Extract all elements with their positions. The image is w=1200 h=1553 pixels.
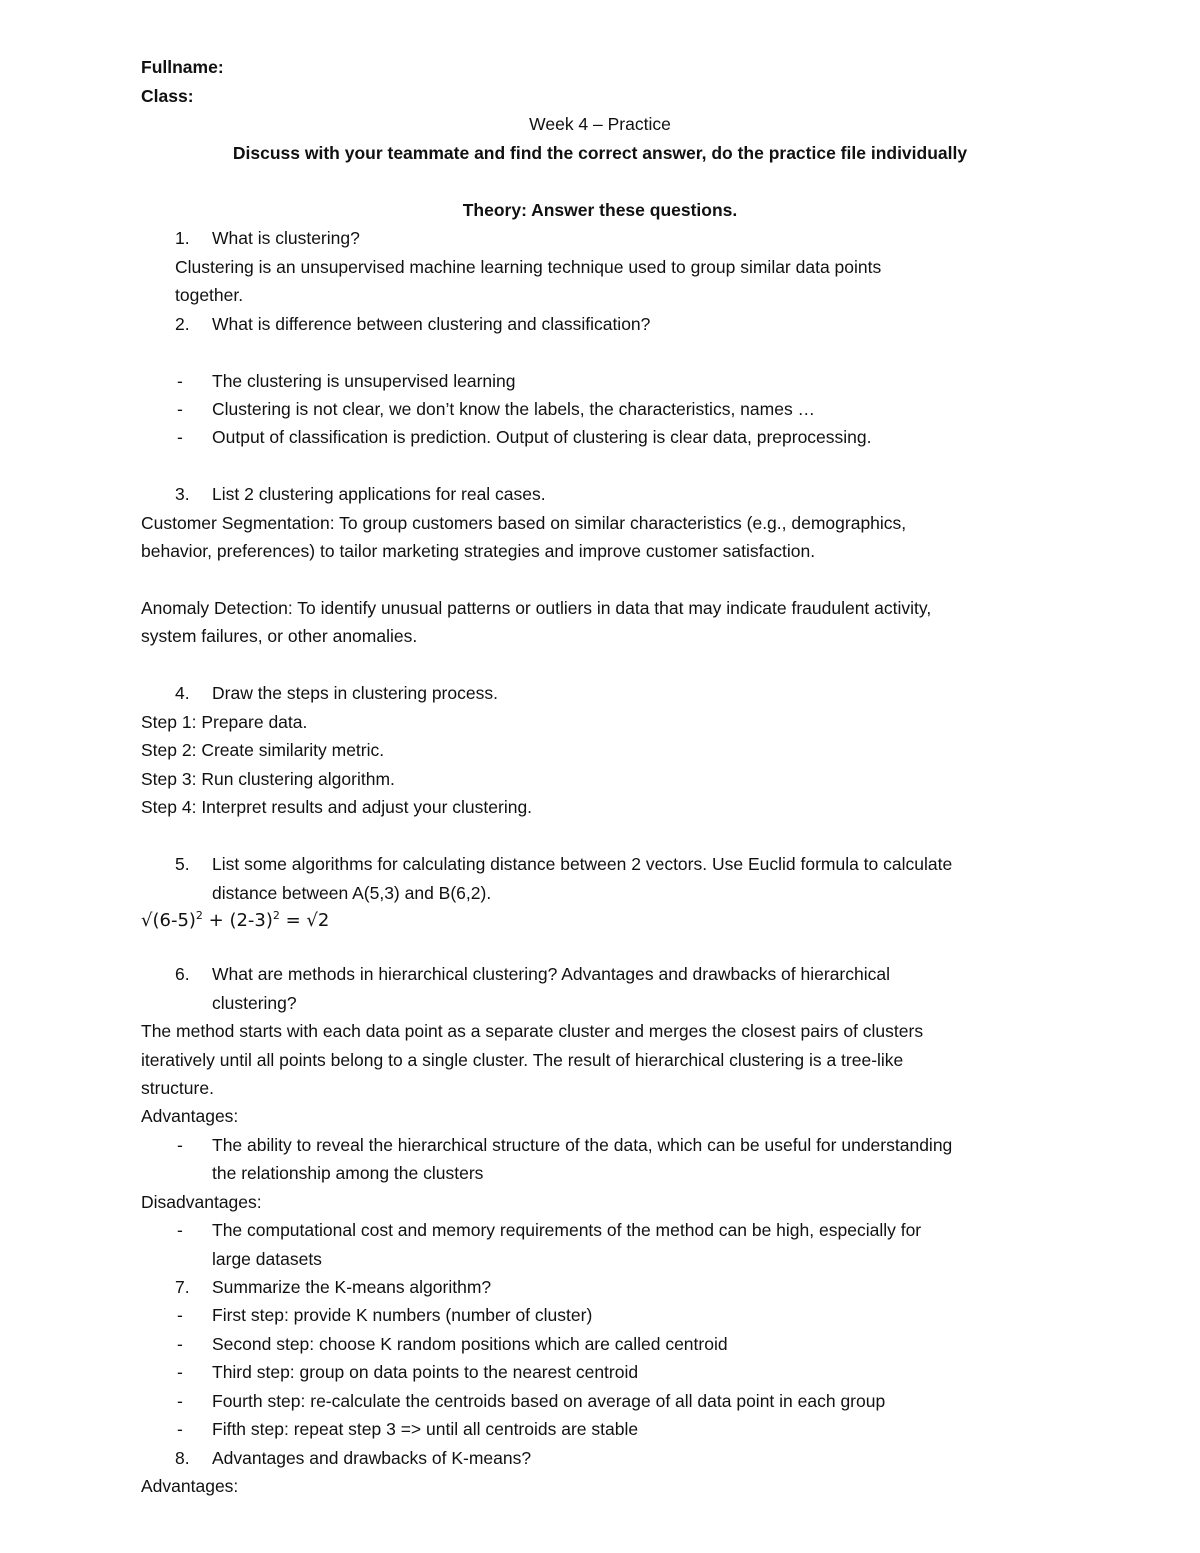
q4-step: Step 2: Create similarity metric. [141, 740, 385, 760]
q6-number: 6. [175, 964, 190, 984]
q7-step: Fourth step: re-calculate the centroids based on average of all data point in each group [212, 1391, 886, 1411]
q4-step: Step 3: Run clustering algorithm. [141, 769, 395, 789]
bullet-dash: - [177, 1135, 183, 1155]
q5-question-cont: distance between A(5,3) and B(6,2). [212, 883, 492, 903]
q6-question: What are methods in hierarchical clustering? Advantages and drawbacks of hierarchical [212, 964, 890, 984]
q6-disadvantage: The computational cost and memory requirements of the method can be high, especially for [212, 1220, 922, 1240]
q3-application-1: Customer Segmentation: To group customers based on similar characteristics (e.g., demographics, [141, 513, 907, 533]
q2-bullet: Clustering is not clear, we don’t know the labels, the characteristics, names … [212, 399, 816, 419]
bullet-dash: - [177, 1391, 183, 1411]
q1-number: 1. [175, 228, 190, 248]
q7-question: Summarize the K-means algorithm? [212, 1277, 492, 1297]
class-label: Class: [141, 86, 194, 106]
q2-number: 2. [175, 314, 190, 334]
q6-answer: The method starts with each data point as a separate cluster and merges the closest pairs of clusters [141, 1021, 924, 1041]
formula-part: = √2 [279, 910, 330, 931]
theory-heading: Theory: Answer these questions. [462, 200, 738, 220]
bullet-dash: - [177, 1220, 183, 1240]
instruction-text: Discuss with your teammate and find the correct answer, do the practice file individually [232, 143, 968, 163]
q5-number: 5. [175, 854, 190, 874]
q6-answer-cont: structure. [141, 1078, 214, 1098]
bullet-dash: - [177, 1362, 183, 1382]
bullet-dash: - [177, 1305, 183, 1325]
q8-number: 8. [175, 1448, 190, 1468]
bullet-dash: - [177, 1334, 183, 1354]
q7-step: Fifth step: repeat step 3 => until all centroids are stable [212, 1419, 639, 1439]
q1-answer: Clustering is an unsupervised machine learning technique used to group similar data points [175, 257, 882, 277]
formula-exponent: 2 [195, 909, 203, 922]
q6-advantage-cont: the relationship among the clusters [212, 1163, 484, 1183]
q2-bullet: The clustering is unsupervised learning [212, 371, 516, 391]
q2-bullet: Output of classification is prediction. Output of clustering is clear data, preprocessing. [212, 427, 872, 447]
q5-question: List some algorithms for calculating distance between 2 vectors. Use Euclid formula to calculate [212, 854, 953, 874]
q6-advantages-label: Advantages: [141, 1106, 239, 1126]
q4-step: Step 1: Prepare data. [141, 712, 308, 732]
page-title: Week 4 – Practice [529, 114, 671, 134]
bullet-dash: - [177, 427, 183, 447]
q7-step: Second step: choose K random positions which are called centroid [212, 1334, 728, 1354]
q1-answer-cont: together. [175, 285, 244, 305]
q6-advantage: The ability to reveal the hierarchical structure of the data, which can be useful for understanding [212, 1135, 953, 1155]
q4-step: Step 4: Interpret results and adjust your clustering. [141, 797, 533, 817]
q1-question: What is clustering? [212, 228, 360, 248]
formula-exponent: 2 [272, 909, 280, 922]
formula-part: + (2-3) [202, 910, 273, 931]
q3-application-1-cont: behavior, preferences) to tailor marketing strategies and improve customer satisfaction. [141, 541, 816, 561]
q7-step: First step: provide K numbers (number of cluster) [212, 1305, 593, 1325]
formula-part: √(6-5) [141, 910, 196, 931]
bullet-dash: - [177, 371, 183, 391]
q3-number: 3. [175, 484, 190, 504]
q8-question: Advantages and drawbacks of K-means? [212, 1448, 532, 1468]
q6-disadvantages-label: Disadvantages: [141, 1192, 262, 1212]
q5-formula [141, 907, 329, 935]
q4-question: Draw the steps in clustering process. [212, 683, 498, 703]
bullet-dash: - [177, 1419, 183, 1439]
q7-number: 7. [175, 1277, 190, 1297]
q4-number: 4. [175, 683, 190, 703]
q7-step: Third step: group on data points to the nearest centroid [212, 1362, 639, 1382]
q3-question: List 2 clustering applications for real cases. [212, 484, 546, 504]
q2-question: What is difference between clustering and classification? [212, 314, 651, 334]
q6-question-cont: clustering? [212, 993, 297, 1013]
fullname-label: Fullname: [141, 57, 224, 77]
q6-disadvantage-cont: large datasets [212, 1249, 322, 1269]
q8-advantages-label: Advantages: [141, 1476, 239, 1496]
bullet-dash: - [177, 399, 183, 419]
q6-answer-cont: iteratively until all points belong to a single cluster. The result of hierarchical clustering is a tree-like [141, 1050, 904, 1070]
q3-application-2: Anomaly Detection: To identify unusual patterns or outliers in data that may indicate fraudulent activity, [141, 598, 932, 618]
q3-application-2-cont: system failures, or other anomalies. [141, 626, 418, 646]
